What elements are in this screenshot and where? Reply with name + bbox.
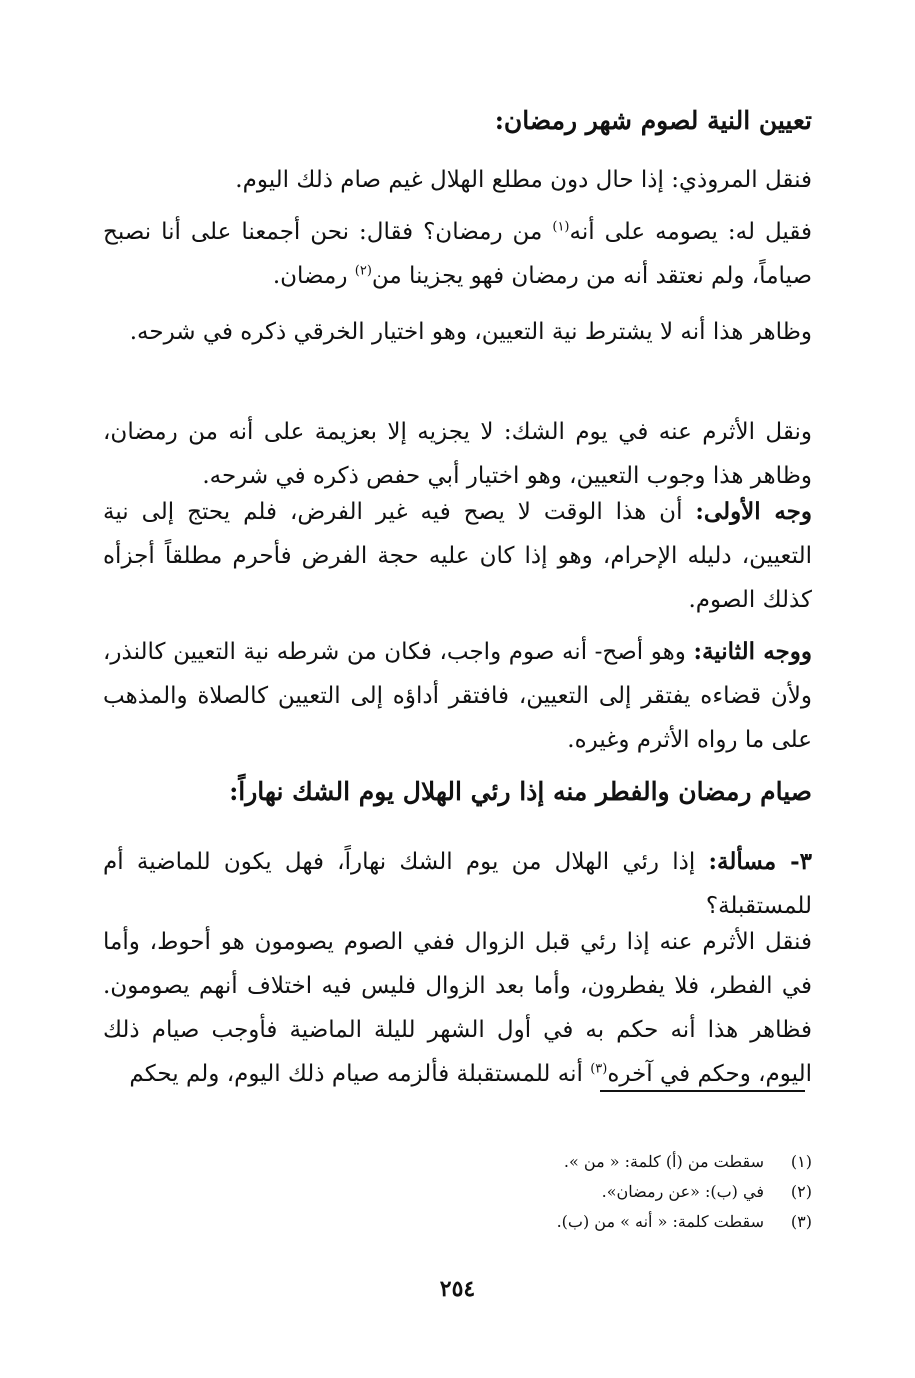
footnote-1-text: سقطت من (أ) كلمة: « من ».: [563, 1152, 764, 1171]
footnote-ref-1: (١): [552, 219, 570, 235]
footnote-1: [300, 1148, 812, 1176]
footnote-ref-2: (٢): [354, 263, 372, 279]
paragraph-marwazi: فنقل المروذي: إذا حال دون مطلع الهلال غيم صام ذلك اليوم.: [235, 167, 812, 193]
issue-3-text: إذا رئي الهلال من يوم الشك نهاراً، فهل يكون للماضية أم للمستقبلة؟: [103, 849, 812, 919]
footnote-2: [300, 1178, 812, 1206]
footnote-2-number: (٢): [790, 1182, 812, 1201]
first-view-lead: وجه الأولى:: [695, 498, 812, 525]
footnote-divider: [600, 1090, 805, 1092]
paragraph-question-middle: من رمضان؟ فقال: نحن أجمعنا على أنا نصبح صياماً، ولم نعتقد أنه من رمضان فهو يجزينا من: [103, 219, 812, 289]
first-view-text: أن هذا الوقت لا يصح فيه غير الفرض، فلم يحتج إلى نية التعيين، دليله الإحرام، وهو إذا كان عليه حجة الفرض فأحرم مطلقاً أجزأه كذلك الصوم.: [103, 499, 812, 613]
paragraph-question-start: فقيل له: يصومه على أنه: [569, 219, 812, 245]
paragraph-first-view: [103, 490, 812, 622]
paragraph-athram: ونقل الأثرم عنه في يوم الشك: لا يجزيه إلا بعزيمة على أنه من رمضان، وظاهر هذا وجوب التعيين، وهو اختيار أبي حفص ذكره في شرحه.: [103, 419, 812, 489]
issue-3-lead: ٣- مسألة:: [708, 848, 813, 875]
paragraph-kharqi: وظاهر هذا أنه لا يشترط نية التعيين، وهو اختيار الخرقي ذكره في شرحه.: [129, 319, 812, 345]
second-view-text: وهو أصح- أنه صوم واجب، فكان من شرطه نية التعيين كالنذر، ولأن قضاءه يفتقر إلى التعيين، فافتقر أداؤه إلى التعيين كالصلاة والمذهب على ما رواه الأثرم وغيره.: [103, 639, 812, 753]
section-heading-intention: تعيين النية لصوم شهر رمضان:: [494, 106, 812, 135]
paragraph-athram-crescent: [103, 920, 812, 1096]
footnote-3-text: سقطت كلمة: « أنه » من (ب).: [556, 1212, 764, 1231]
section-heading-crescent: صيام رمضان والفطر منه إذا رئي الهلال يوم الشك نهاراً:: [229, 777, 812, 806]
athram-crescent-end: أنه للمستقبلة فألزمه صيام ذلك اليوم، ولم يحكم: [129, 1061, 591, 1087]
second-view-lead: ووجه الثانية:: [693, 638, 812, 665]
footnote-ref-3: (٣): [590, 1061, 608, 1077]
paragraph-second-view: [103, 630, 812, 762]
athram-crescent-start: فنقل الأثرم عنه إذا رئي قبل الزوال ففي الصوم يصومون هو أحوط، وأما في الفطر، فلا يفطرون، وأما بعد الزوال فليس فيه اختلاف أنهم يصومون. فظاهر هذا أنه حكم به في أول الشهر لليلة الماضية فأوجب صيام ذلك اليوم، وحكم في آخره: [103, 929, 812, 1087]
paragraph-issue-3: [103, 840, 812, 928]
footnote-1-number: (١): [790, 1152, 812, 1171]
footnote-3-number: (٣): [790, 1212, 812, 1231]
footnote-3: [300, 1208, 812, 1236]
page-number: ٢٥٤: [439, 1276, 476, 1302]
paragraph-question-end: رمضان.: [272, 263, 355, 289]
paragraph-question: [103, 210, 812, 298]
footnote-2-text: في (ب): «عن رمضان».: [601, 1182, 764, 1201]
